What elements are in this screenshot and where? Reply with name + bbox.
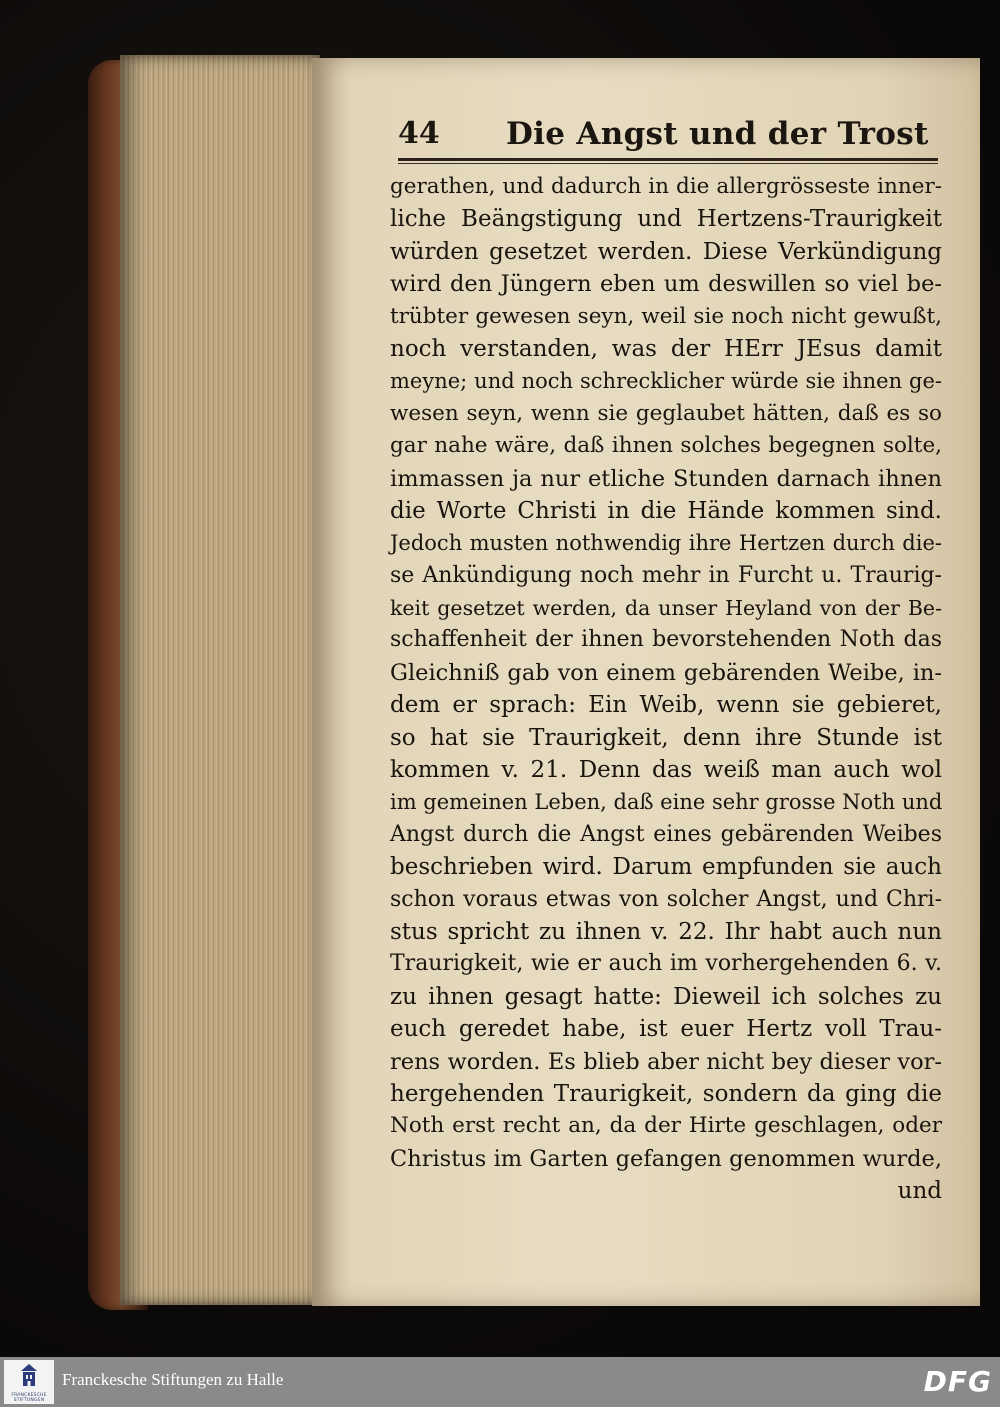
text-line: wesen seyn, wenn sie geglaubet hätten, daß es so: [390, 400, 942, 426]
header-rule: [398, 158, 938, 161]
francke-foundation-building-icon: [19, 1363, 39, 1391]
text-line: würden gesetzet werden. Diese Verkündigung: [390, 238, 942, 265]
text-line: gar nahe wäre, daß ihnen solches begegnen solte,: [390, 433, 942, 459]
text-line: zu ihnen gesagt hatte: Dieweil ich solches zu: [390, 983, 942, 1010]
logo-text: FRANCKESCHE STIFTUNGEN: [11, 1393, 47, 1403]
text-line: Jedoch musten nothwendig ihre Hertzen durch die-: [390, 531, 942, 556]
text-line: hergehenden Traurigkeit, sondern da ging die: [390, 1080, 942, 1107]
header-rule-thin: [398, 163, 938, 164]
text-line: keit gesetzet werden, da unser Heyland von der Be-: [390, 596, 942, 621]
text-line: Gleichniß gab von einem gebärenden Weibe, in-: [390, 659, 942, 686]
text-line: trübter gewesen seyn, weil sie noch nicht gewußt,: [390, 303, 942, 329]
catchword: und: [897, 1178, 942, 1205]
footer-bar: [0, 1357, 1000, 1407]
text-line: so hat sie Traurigkeit, denn ihre Stunde ist: [390, 724, 942, 751]
text-line: liche Beängstigung und Hertzens-Traurigkeit: [390, 206, 942, 233]
page-number: 44: [398, 116, 440, 151]
page-header: [398, 116, 938, 158]
text-line: stus spricht zu ihnen v. 22. Ihr habt auch nun: [390, 918, 942, 945]
text-line: kommen v. 21. Denn das weiß man auch wol: [390, 757, 942, 784]
text-line: rens worden. Es blieb aber nicht bey dieser vor-: [390, 1048, 942, 1075]
text-line: wird den Jüngern eben um deswillen so viel be-: [390, 271, 942, 298]
text-line: Noth erst recht an, da der Hirte geschlagen, oder: [390, 1113, 942, 1139]
text-line: im gemeinen Leben, daß eine sehr grosse Noth und: [390, 790, 943, 815]
text-line: immassen ja nur etliche Stunden darnach ihnen: [390, 465, 942, 492]
text-line: dem er sprach: Ein Weib, wenn sie gebieret,: [390, 692, 942, 719]
text-line: Angst durch die Angst eines gebärenden Weibes: [390, 821, 942, 847]
text-line: noch verstanden, was der HErr JEsus damit: [390, 335, 942, 362]
page-block-edges: [120, 55, 320, 1305]
text-line: meyne; und noch schrecklicher würde sie ihnen ge-: [390, 369, 942, 394]
body-text: [390, 171, 942, 1208]
text-line: Traurigkeit, wie er auch im vorhergehenden 6. v.: [390, 951, 942, 977]
francke-logo[interactable]: [4, 1360, 54, 1404]
text-line: Christus im Garten gefangen genommen wurde,: [390, 1145, 942, 1172]
institution-name[interactable]: Franckesche Stiftungen zu Halle: [62, 1370, 284, 1389]
running-title: Die Angst und der Trost: [506, 116, 929, 152]
text-line: gerathen, und dadurch in die allergrösseste inner-: [390, 174, 942, 199]
text-line: schaffenheit der ihnen bevorstehenden Noth das: [390, 627, 942, 653]
text-line: se Ankündigung noch mehr in Furcht u. Traurig-: [390, 562, 942, 588]
text-line: die Worte Christi in die Hände kommen sind.: [390, 497, 942, 524]
dfg-logo[interactable]: DFG: [923, 1365, 992, 1398]
text-line: beschrieben wird. Darum empfunden sie auch: [390, 854, 942, 881]
text-line: schon voraus etwas von solcher Angst, und Chri-: [390, 886, 942, 912]
text-line: euch geredet habe, ist euer Hertz voll Trau-: [390, 1016, 942, 1043]
